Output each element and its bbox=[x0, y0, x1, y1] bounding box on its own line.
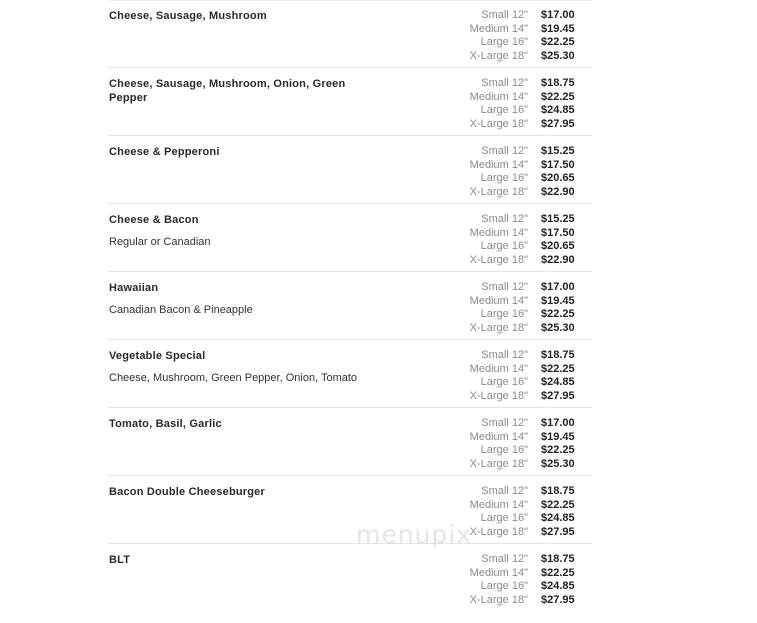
price-row bbox=[458, 76, 592, 90]
size-label: Medium 14" bbox=[469, 362, 528, 375]
size-label: Small 12" bbox=[481, 76, 528, 89]
price-row bbox=[458, 49, 592, 63]
size-label: Large 16" bbox=[480, 172, 528, 185]
price-row bbox=[458, 389, 592, 403]
size-label: Medium 14" bbox=[469, 294, 528, 307]
menu-item-title: Cheese, Sausage, Mushroom bbox=[109, 10, 267, 22]
price-list bbox=[458, 8, 592, 63]
price-value: $25.30 bbox=[541, 321, 575, 334]
size-label: Small 12" bbox=[481, 552, 528, 565]
menu-item bbox=[108, 408, 592, 476]
size-label: Large 16" bbox=[480, 36, 528, 49]
size-label: Medium 14" bbox=[469, 158, 528, 171]
price-value: $27.95 bbox=[541, 593, 575, 606]
price-list bbox=[458, 212, 592, 267]
price-value: $27.95 bbox=[541, 525, 575, 538]
price-row bbox=[458, 593, 592, 607]
price-value: $19.45 bbox=[541, 430, 575, 443]
price-value: $18.75 bbox=[541, 348, 575, 361]
size-label: X-Large 18" bbox=[469, 185, 528, 198]
size-label: Large 16" bbox=[480, 376, 528, 389]
price-value: $17.00 bbox=[541, 416, 575, 429]
menu-item-title: Bacon Double Cheeseburger bbox=[109, 486, 265, 498]
price-value: $25.30 bbox=[541, 457, 575, 470]
price-value: $22.25 bbox=[541, 362, 575, 375]
menu-item bbox=[108, 272, 592, 340]
price-row bbox=[458, 144, 592, 158]
price-value: $22.25 bbox=[541, 566, 575, 579]
price-row bbox=[458, 511, 592, 525]
price-value: $19.45 bbox=[541, 294, 575, 307]
menu-item bbox=[108, 340, 592, 408]
price-value: $24.85 bbox=[541, 104, 575, 117]
price-list bbox=[458, 416, 592, 471]
price-list bbox=[458, 552, 592, 607]
price-row bbox=[458, 117, 592, 131]
size-label: X-Large 18" bbox=[469, 593, 528, 606]
size-label: X-Large 18" bbox=[469, 389, 528, 402]
price-row bbox=[458, 443, 592, 457]
size-label: Medium 14" bbox=[469, 90, 528, 103]
price-row bbox=[458, 294, 592, 308]
price-value: $17.50 bbox=[541, 158, 575, 171]
price-list bbox=[458, 76, 592, 131]
menu-item bbox=[108, 68, 592, 136]
menu-item bbox=[108, 136, 592, 204]
price-value: $17.00 bbox=[541, 280, 575, 293]
price-value: $19.45 bbox=[541, 22, 575, 35]
watermark-logo: menupix bbox=[356, 520, 473, 549]
price-row bbox=[458, 416, 592, 430]
menu-item-description: Regular or Canadian bbox=[109, 236, 211, 248]
size-label: Large 16" bbox=[480, 308, 528, 321]
price-row bbox=[458, 321, 592, 335]
size-label: Large 16" bbox=[480, 104, 528, 117]
pizza-menu-list bbox=[108, 0, 592, 612]
size-label: X-Large 18" bbox=[469, 457, 528, 470]
size-label: Medium 14" bbox=[469, 226, 528, 239]
price-value: $20.65 bbox=[541, 240, 575, 253]
menu-item-description: Canadian Bacon & Pineapple bbox=[109, 304, 253, 316]
price-value: $18.75 bbox=[541, 484, 575, 497]
price-list bbox=[458, 348, 592, 403]
size-label: Small 12" bbox=[481, 144, 528, 157]
price-row bbox=[458, 212, 592, 226]
price-row bbox=[458, 552, 592, 566]
menu-item-title: Cheese & Pepperoni bbox=[109, 146, 220, 158]
price-row bbox=[458, 348, 592, 362]
price-list bbox=[458, 280, 592, 335]
size-label: Small 12" bbox=[481, 212, 528, 225]
price-row bbox=[458, 579, 592, 593]
price-list bbox=[458, 484, 592, 539]
price-value: $25.30 bbox=[541, 49, 575, 62]
size-label: Small 12" bbox=[481, 416, 528, 429]
menu-item-title: BLT bbox=[109, 554, 131, 566]
size-label: X-Large 18" bbox=[469, 321, 528, 334]
price-row bbox=[458, 498, 592, 512]
menu-item bbox=[108, 544, 592, 612]
menu-item bbox=[108, 0, 592, 68]
size-label: X-Large 18" bbox=[469, 49, 528, 62]
price-value: $27.95 bbox=[541, 389, 575, 402]
price-value: $24.85 bbox=[541, 376, 575, 389]
menu-item-title: Hawaiian bbox=[109, 282, 159, 294]
size-label: Large 16" bbox=[480, 512, 528, 525]
price-row bbox=[458, 375, 592, 389]
size-label: Medium 14" bbox=[469, 430, 528, 443]
price-value: $22.25 bbox=[541, 444, 575, 457]
price-row bbox=[458, 35, 592, 49]
price-value: $22.25 bbox=[541, 498, 575, 511]
price-row bbox=[458, 22, 592, 36]
price-row bbox=[458, 103, 592, 117]
price-value: $24.85 bbox=[541, 512, 575, 525]
price-row bbox=[458, 8, 592, 22]
price-value: $22.90 bbox=[541, 185, 575, 198]
price-list bbox=[458, 144, 592, 199]
price-value: $22.25 bbox=[541, 36, 575, 49]
price-row bbox=[458, 158, 592, 172]
price-row bbox=[458, 457, 592, 471]
price-row bbox=[458, 171, 592, 185]
price-value: $15.25 bbox=[541, 144, 575, 157]
price-row bbox=[458, 90, 592, 104]
price-row bbox=[458, 307, 592, 321]
price-row bbox=[458, 566, 592, 580]
price-row bbox=[458, 253, 592, 267]
price-row bbox=[458, 362, 592, 376]
price-value: $22.25 bbox=[541, 308, 575, 321]
price-value: $22.25 bbox=[541, 90, 575, 103]
price-row bbox=[458, 226, 592, 240]
menu-item-description: Cheese, Mushroom, Green Pepper, Onion, Tomato bbox=[109, 372, 358, 384]
menu-item-title: Vegetable Special bbox=[109, 350, 206, 362]
menu-item-title: Cheese, Sausage, Mushroom, Onion, Green Pepper bbox=[109, 78, 346, 104]
size-label: Small 12" bbox=[481, 8, 528, 21]
size-label: X-Large 18" bbox=[469, 253, 528, 266]
size-label: Large 16" bbox=[480, 240, 528, 253]
price-row bbox=[458, 430, 592, 444]
menu-item bbox=[108, 476, 592, 544]
size-label: Medium 14" bbox=[469, 566, 528, 579]
price-row bbox=[458, 239, 592, 253]
size-label: Medium 14" bbox=[469, 498, 528, 511]
price-row bbox=[458, 484, 592, 498]
menu-item-title: Tomato, Basil, Garlic bbox=[109, 418, 222, 430]
size-label: Large 16" bbox=[480, 580, 528, 593]
price-row bbox=[458, 185, 592, 199]
size-label: Small 12" bbox=[481, 484, 528, 497]
price-value: $20.65 bbox=[541, 172, 575, 185]
size-label: Small 12" bbox=[481, 348, 528, 361]
price-value: $15.25 bbox=[541, 212, 575, 225]
price-value: $27.95 bbox=[541, 117, 575, 130]
size-label: X-Large 18" bbox=[469, 525, 528, 538]
price-value: $18.75 bbox=[541, 76, 575, 89]
price-row bbox=[458, 525, 592, 539]
menu-item bbox=[108, 204, 592, 272]
size-label: Small 12" bbox=[481, 280, 528, 293]
menu-item-title: Cheese & Bacon bbox=[109, 214, 199, 226]
price-value: $17.00 bbox=[541, 8, 575, 21]
price-row bbox=[458, 280, 592, 294]
size-label: Large 16" bbox=[480, 444, 528, 457]
price-value: $18.75 bbox=[541, 552, 575, 565]
price-value: $17.50 bbox=[541, 226, 575, 239]
size-label: X-Large 18" bbox=[469, 117, 528, 130]
price-value: $22.90 bbox=[541, 253, 575, 266]
price-value: $24.85 bbox=[541, 580, 575, 593]
size-label: Medium 14" bbox=[469, 22, 528, 35]
